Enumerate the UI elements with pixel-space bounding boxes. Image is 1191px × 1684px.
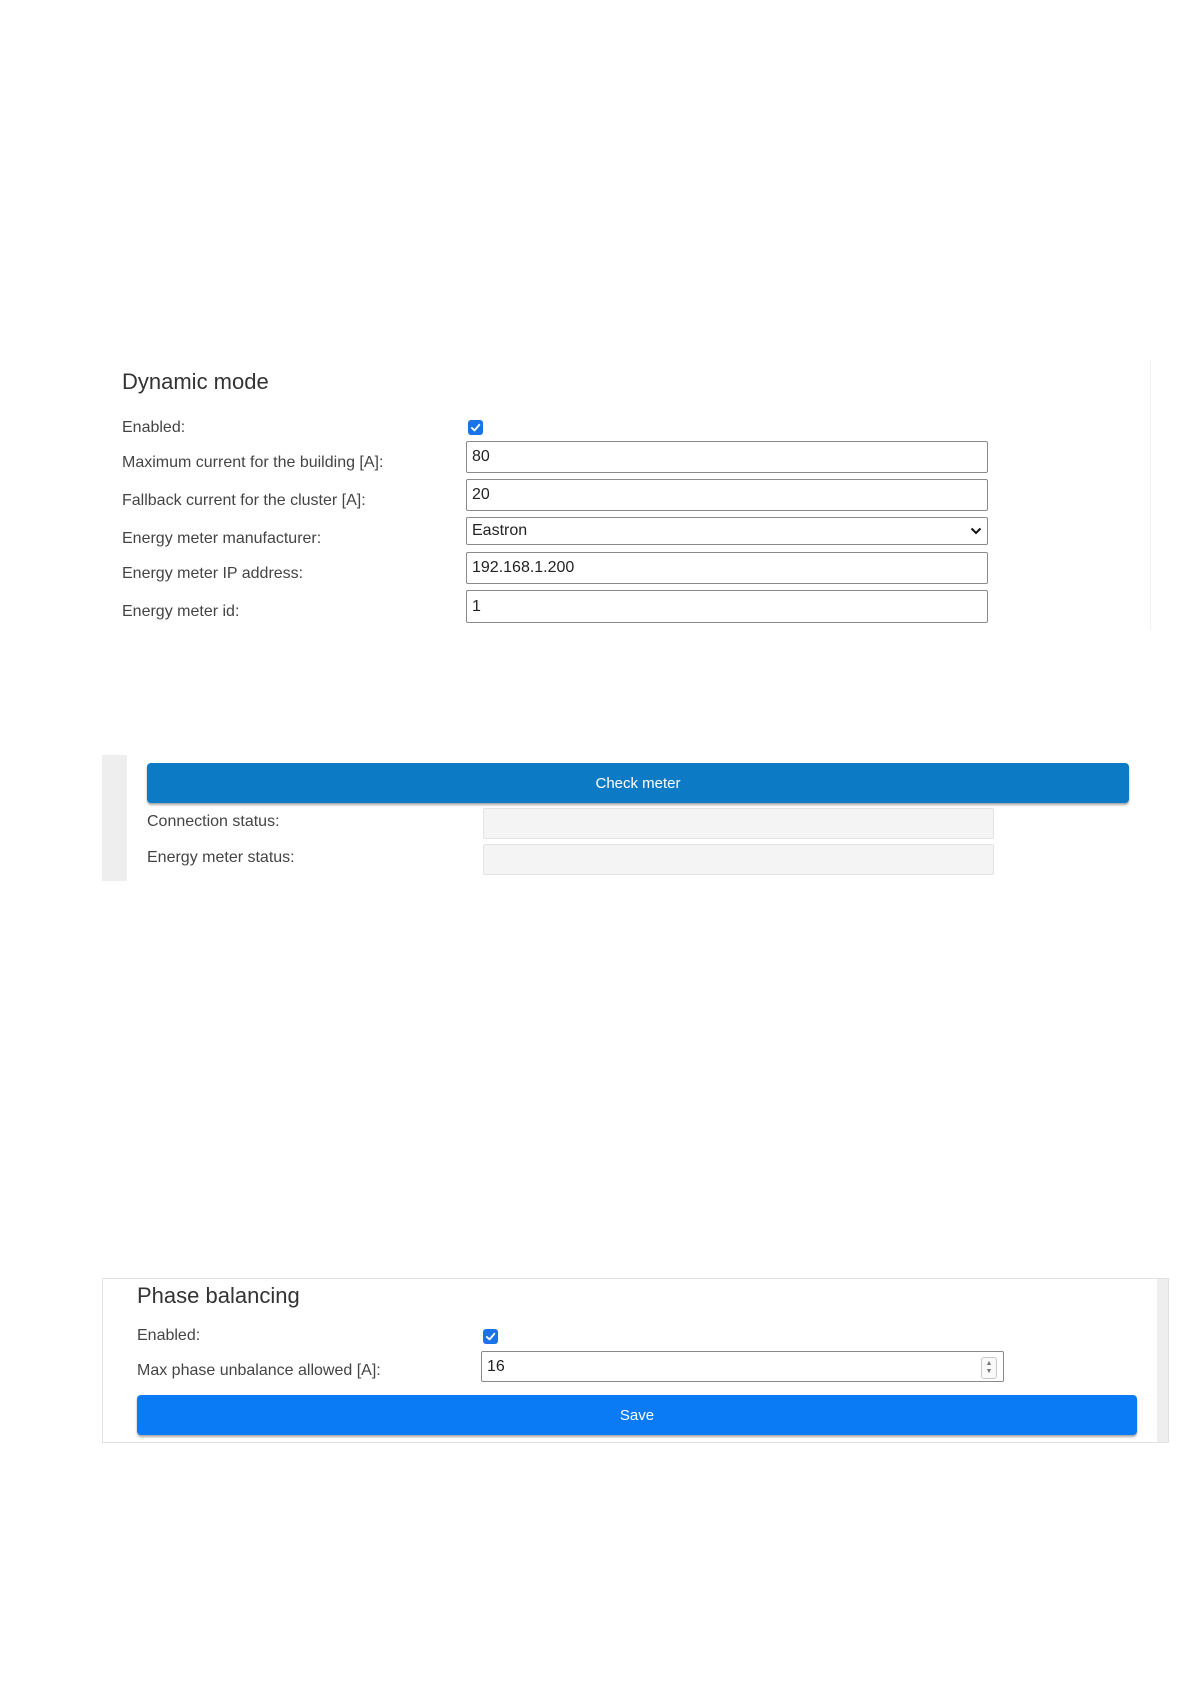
dynamic-mode-title: Dynamic mode bbox=[122, 369, 269, 394]
fallback-current-value: 20 bbox=[472, 486, 490, 503]
meter-id-input[interactable] bbox=[466, 590, 988, 623]
meter-id-value: 1 bbox=[472, 597, 481, 615]
manufacturer-label: Energy meter manufacturer: bbox=[122, 530, 322, 547]
manufacturer-value: Eastron bbox=[472, 522, 528, 539]
manufacturer-select[interactable] bbox=[466, 517, 988, 545]
phase-enabled-checkbox[interactable] bbox=[483, 1329, 498, 1344]
save-button[interactable]: Save bbox=[137, 1395, 1137, 1435]
max-current-label: Maximum current for the building [A]: bbox=[122, 454, 384, 471]
spin-up-icon[interactable]: ▲ bbox=[985, 1360, 993, 1367]
meter-check-panel bbox=[102, 755, 1132, 881]
number-spinner[interactable] bbox=[981, 1357, 997, 1379]
phase-balancing-title: Phase balancing bbox=[137, 1283, 300, 1308]
max-unbalance-label: Max phase unbalance allowed [A]: bbox=[137, 1362, 381, 1379]
meter-id-label: Energy meter id: bbox=[122, 603, 240, 620]
dynamic-mode-panel bbox=[120, 360, 1151, 630]
meter-status-field bbox=[483, 844, 994, 875]
dynamic-enabled-checkbox[interactable] bbox=[468, 420, 483, 435]
phase-enabled-label: Enabled: bbox=[137, 1327, 201, 1344]
ip-address-input[interactable] bbox=[466, 552, 988, 584]
check-meter-button[interactable]: Check meter bbox=[147, 763, 1129, 803]
checkbox-checked-icon bbox=[470, 422, 481, 433]
max-current-input[interactable] bbox=[466, 441, 988, 473]
phase-balancing-panel bbox=[102, 1278, 1169, 1443]
spin-down-icon[interactable]: ▼ bbox=[985, 1368, 993, 1375]
max-unbalance-input[interactable] bbox=[481, 1351, 1004, 1382]
ip-address-label: Energy meter IP address: bbox=[122, 565, 304, 582]
max-unbalance-value: 16 bbox=[487, 1357, 505, 1375]
ip-address-value: 192.168.1.200 bbox=[472, 559, 575, 576]
fallback-current-input[interactable] bbox=[466, 479, 988, 511]
fallback-current-label: Fallback current for the cluster [A]: bbox=[122, 492, 366, 509]
panel-side-bar bbox=[1157, 1279, 1168, 1442]
connection-status-field bbox=[483, 808, 994, 839]
meter-status-label: Energy meter status: bbox=[147, 849, 295, 866]
checkbox-checked-icon bbox=[485, 1331, 496, 1342]
panel-side-bar bbox=[102, 755, 127, 881]
max-current-value: 80 bbox=[472, 448, 490, 465]
dynamic-enabled-label: Enabled: bbox=[122, 419, 186, 436]
chevron-down-icon bbox=[970, 527, 982, 535]
connection-status-label: Connection status: bbox=[147, 813, 280, 830]
